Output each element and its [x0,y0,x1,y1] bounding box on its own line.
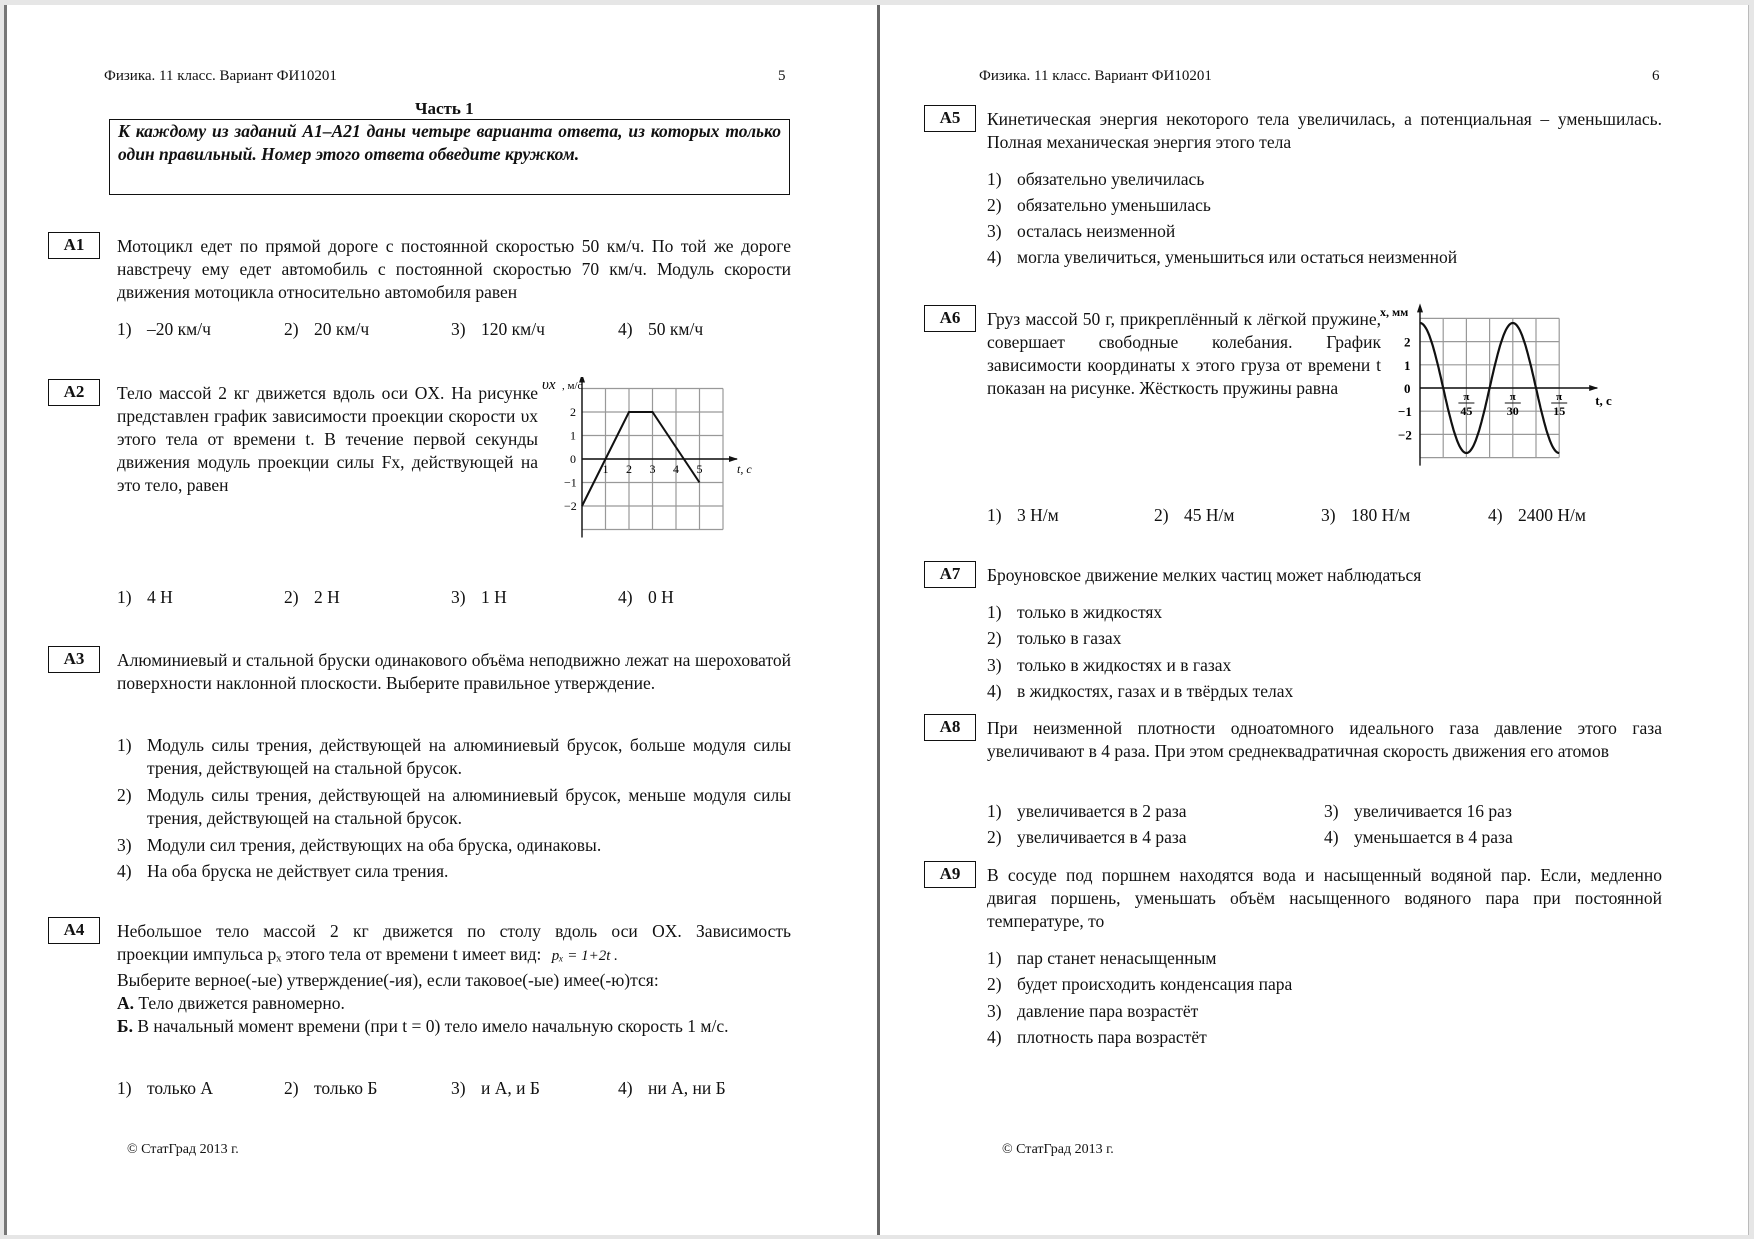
page-number: 5 [778,68,786,84]
statement-prompt: Выберите верное(-ые) утверждение(-ия), если таковое(-ые) имее(-ю)тся: [117,970,659,990]
question-label-a2: А2 [48,379,100,406]
page-number: 6 [1652,68,1660,84]
question-text-a6: Груз массой 50 г, прикреплённый к лёгкой пружине, совершает свободные колебания. График зависимости координаты x этого груза от времени t показан на рисунке. Жёсткость пружины равна [987,309,1381,398]
question-text-a8: При неизменной плотности одноатомного идеального газа давление этого газа увеличивают в 4 раза. При этом среднеквадратичная скорость движения его атомов [987,718,1662,761]
answer-option[interactable] [618,319,703,340]
x-tick-label: 2 [626,462,632,476]
option-number: 3) [1321,505,1336,525]
option-number: 3) [117,835,132,855]
x-tick-denominator: 15 [1553,404,1566,418]
answer-option[interactable] [987,505,1059,526]
answer-option[interactable] [987,1027,1207,1048]
statement-b-text: В начальный момент времени (при t = 0) тело имело начальную скорость 1 м/с. [137,1016,729,1036]
answer-option[interactable] [1321,505,1410,526]
question-label-a1: А1 [48,232,100,259]
option-text: обязательно уменьшилась [1017,195,1211,215]
answer-option[interactable] [451,1078,540,1099]
question-text-a4-line2 [117,943,618,968]
option-number: 4) [987,1027,1002,1047]
answer-option[interactable] [987,195,1211,216]
answer-option[interactable] [117,834,791,857]
x-axis-label: t, с [737,462,752,476]
option-text: увеличивается в 4 раза [1017,827,1187,847]
x-tick-label: 5 [696,462,703,476]
option-text: увеличивается в 2 раза [1017,801,1187,821]
question-text-a5: Кинетическая энергия некоторого тела увеличилась, а потенциальная – уменьшилась. Полная механическая энергия этого тела [987,109,1662,152]
option-number: 1) [117,319,132,339]
option-text: –20 км/ч [147,319,211,339]
option-text: Модули сил трения, действующих на оба бруска, одинаковы. [147,835,602,855]
option-number: 2) [987,195,1002,215]
answer-option[interactable] [1324,801,1512,822]
y-tick-label: −2 [1398,427,1412,443]
option-number: 4) [987,247,1002,267]
answer-option[interactable] [987,602,1162,623]
y-tick-label: 0 [1404,381,1411,396]
option-number: 4) [1324,827,1339,847]
statement-a-text: Тело движется равномерно. [138,993,345,1013]
option-text: будет происходить конденсация пара [1017,974,1293,994]
y-tick-label: −1 [564,475,577,490]
answer-option[interactable] [987,628,1121,649]
option-text: пар станет ненасыщенным [1017,948,1217,968]
statement-a-label: А. [117,993,135,1013]
page-footer: © СтатГрад 2013 г. [1002,1142,1114,1157]
x-tick-denominator: 45 [1460,404,1473,418]
statement-b [117,1015,791,1038]
answer-option[interactable] [987,1001,1198,1022]
option-number: 3) [451,1078,466,1098]
question-label-a3: А3 [48,646,100,673]
answer-option[interactable] [451,587,507,608]
y-tick-label: 2 [570,405,576,419]
option-text: в жидкостях, газах и в твёрдых телах [1017,681,1294,701]
answer-option[interactable] [284,1078,377,1099]
y-tick-label: 2 [1404,334,1411,350]
answer-option[interactable] [987,974,1292,995]
option-text: На оба бруска не действует сила трения. [147,861,449,881]
y-axis-unit: , м/с [562,380,583,392]
x-tick-label: 4 [673,462,679,476]
answer-option[interactable] [987,655,1231,676]
answer-option[interactable] [117,1078,213,1099]
option-text: 2400 Н/м [1518,505,1586,525]
option-number: 4) [987,681,1002,701]
question-text-a2: Тело массой 2 кг движется вдоль оси OX. На рисунке представлен график зависимости проекции скорости υx этого тела от времени t. В течение первой секунды движения модуль проекции силы Fx, действующей на это тело, равен [117,383,538,495]
statement-a [117,992,345,1015]
option-text: плотность пара возрастёт [1017,1027,1207,1047]
answer-option[interactable] [987,681,1293,702]
y-tick-label: 0 [570,452,576,466]
answer-option[interactable] [117,734,791,780]
y-tick-label: −1 [1398,404,1412,420]
y-axis-label: x, мм [1380,305,1409,319]
option-text: только в жидкостях и в газах [1017,655,1232,675]
momentum-formula: pₓ = 1+2t . [551,948,618,964]
option-text: 4 Н [147,587,173,607]
page-footer: © СтатГрад 2013 г. [127,1142,239,1157]
option-number: 2) [987,628,1002,648]
option-number: 4) [1488,505,1503,525]
option-text: только в жидкостях [1017,602,1163,622]
x-tick-denominator: 30 [1506,404,1519,418]
answer-option[interactable] [117,319,211,340]
option-text: и А, и Б [481,1078,540,1098]
question-text-a9: В сосуде под поршнем находятся вода и насыщенный водяной пар. Если, медленно двигая поршень, уменьшать объём насыщенного водяного пара при постоянной температуре, то [987,865,1662,931]
left-page [4,5,877,1235]
question-label-a7: А7 [924,561,976,588]
answer-option[interactable] [451,319,545,340]
x-tick-numerator: π [1463,391,1470,403]
x-tick-label: 3 [649,462,656,476]
page-header: Физика. 11 класс. Вариант ФИ10201 [104,68,337,84]
oscillation-chart [1380,302,1640,492]
option-text: Модуль силы трения, действующей на алюминиевый брусок, больше модуля силы трения, действующей на стальной брусок. [147,735,791,778]
answer-option[interactable] [1154,505,1234,526]
option-number: 1) [117,1078,132,1098]
page-header: Физика. 11 класс. Вариант ФИ10201 [979,68,1212,84]
y-tick-label: 1 [1404,357,1411,373]
option-text: только Б [314,1078,378,1098]
instruction-box: К каждому из заданий А1–А21 даны четыре варианта ответа, из которых только один правильный. Номер этого ответа обведите кружком. [109,119,790,195]
y-axis-arrow [1417,303,1423,312]
option-number: 4) [117,861,132,881]
question-label-a9: А9 [924,861,976,888]
option-text: только в газах [1017,628,1122,648]
x-axis-arrow [1589,385,1598,391]
option-text: осталась неизменной [1017,221,1176,241]
option-text: только А [147,1078,214,1098]
option-number: 3) [1324,801,1339,821]
x-tick-numerator: π [1556,391,1563,403]
question-label-a4: А4 [48,917,100,944]
option-number: 1) [117,735,132,755]
answer-option[interactable] [1324,827,1513,848]
option-text: ни А, ни Б [648,1078,726,1098]
answer-option[interactable] [987,948,1216,969]
option-number: 4) [618,319,633,339]
option-number: 3) [451,587,466,607]
answer-option[interactable] [117,587,173,608]
option-text: обязательно увеличилась [1017,169,1205,189]
answer-option[interactable] [618,587,674,608]
option-text: уменьшается в 4 раза [1354,827,1513,847]
x-axis-label: t, с [1595,393,1612,408]
answer-option[interactable] [284,319,369,340]
option-number: 2) [284,319,299,339]
option-text: давление пара возрастёт [1017,1001,1199,1021]
option-number: 1) [987,948,1002,968]
option-number: 3) [451,319,466,339]
option-number: 2) [284,1078,299,1098]
option-number: 1) [987,169,1002,189]
option-text: 20 км/ч [314,319,370,339]
option-text: 180 Н/м [1351,505,1411,525]
option-text: могла увеличиться, уменьшиться или остаться неизменной [1017,247,1458,267]
question-text-a1: Мотоцикл едет по прямой дороге с постоянной скоростью 50 км/ч. По той же дороге навстречу ему едет автомобиль с постоянной скоростью 70 км/ч. Модуль скорости движения мотоцикла относительно автомобиля равен [117,236,791,302]
option-number: 2) [117,785,132,805]
answer-option[interactable] [1488,505,1586,526]
option-number: 1) [987,505,1002,525]
option-text: 0 Н [648,587,674,607]
answer-option[interactable] [987,827,1187,848]
right-page [877,5,1749,1235]
answer-option[interactable] [117,784,791,830]
question-label-a5: А5 [924,105,976,132]
y-axis-label: υx [542,377,556,393]
option-text: 50 км/ч [648,319,704,339]
option-number: 2) [1154,505,1169,525]
option-text: 3 Н/м [1017,505,1059,525]
option-number: 2) [987,974,1002,994]
option-number: 3) [987,655,1002,675]
question-text-a7: Броуновское движение мелких частиц может наблюдаться [987,565,1422,585]
answer-option[interactable] [117,860,791,883]
option-number: 2) [284,587,299,607]
y-tick-label: 1 [570,428,576,443]
option-text: 1 Н [481,587,507,607]
answer-option[interactable] [987,221,1175,242]
option-number: 4) [618,587,633,607]
answer-option[interactable] [987,801,1187,822]
option-number: 1) [987,801,1002,821]
question-label-a8: А8 [924,714,976,741]
option-text: увеличивается 16 раз [1354,801,1512,821]
answer-option[interactable] [284,587,340,608]
option-number: 3) [987,221,1002,241]
statement-b-label: Б. [117,1016,133,1036]
answer-option[interactable] [987,247,1457,268]
option-text: 2 Н [314,587,340,607]
option-number: 1) [987,602,1002,622]
y-tick-label: −2 [564,499,577,513]
option-number: 1) [117,587,132,607]
question-text-a4-intro: проекции импульса pₓ этого тела от времени t имеет вид: [117,944,542,964]
x-tick-numerator: π [1509,391,1516,403]
answer-option[interactable] [987,169,1204,190]
option-number: 4) [618,1078,633,1098]
option-text: 120 км/ч [481,319,545,339]
question-label-a6: А6 [924,305,976,332]
option-text: 45 Н/м [1184,505,1235,525]
question-text-a4: Небольшое тело массой 2 кг движется по столу вдоль оси OX. Зависимость [117,921,791,941]
velocity-chart [542,377,772,552]
option-number: 3) [987,1001,1002,1021]
option-text: Модуль силы трения, действующей на алюминиевый брусок, меньше модуля силы трения, действующей на стальной брусок. [147,785,791,828]
answer-option[interactable] [618,1078,726,1099]
question-text-a3: Алюминиевый и стальной бруски одинакового объёма неподвижно лежат на шероховатой поверхности наклонной плоскости. Выберите правильное утверждение. [117,650,791,693]
part-title: Часть 1 [415,99,474,118]
option-number: 2) [987,827,1002,847]
x-tick-label: 1 [602,462,609,476]
